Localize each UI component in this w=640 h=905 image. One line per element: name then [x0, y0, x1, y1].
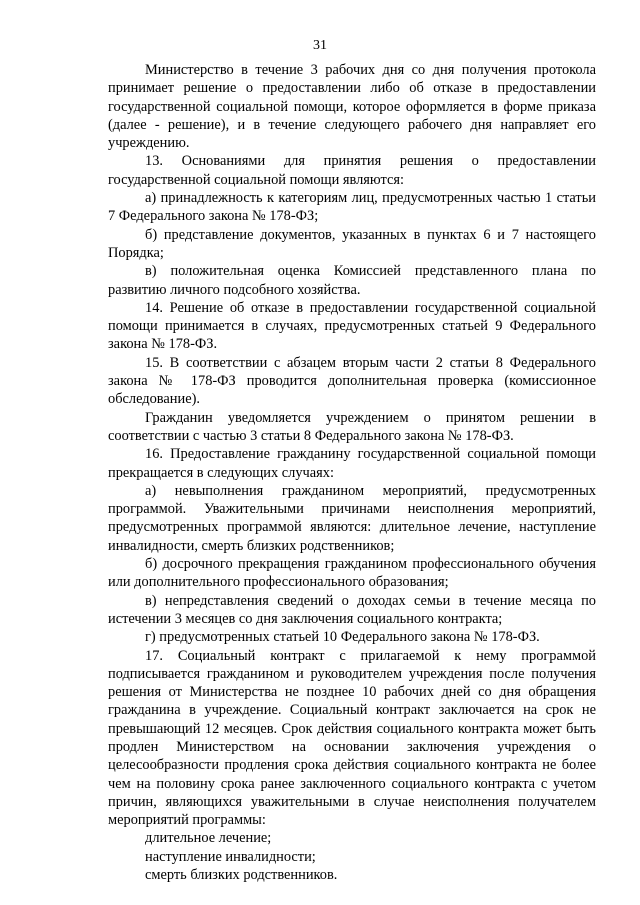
paragraph: 16. Предоставление гражданину государственной социальной помощи прекращается в следующих случаях:: [108, 446, 596, 481]
paragraph: Министерство в течение 3 рабочих дня со дня получения протокола принимает решение о предоставлении либо об отказе в предоставлении государственной социальной помощи, которое оформляется в форме приказа (далее - решение), и в течение следующего рабочего дня направляет его учреждению.: [108, 62, 596, 152]
paragraph: б) представление документов, указанных в пунктах 6 и 7 настоящего Порядка;: [108, 226, 596, 261]
paragraph: б) досрочного прекращения гражданином профессионального обучения или дополнительного профессионального образования;: [108, 556, 596, 591]
paragraph: в) положительная оценка Комиссией представленного плана по развитию личного подсобного хозяйства.: [108, 263, 596, 298]
paragraph: 15. В соответствии с абзацем вторым части 2 статьи 8 Федерального закона № 178-ФЗ проводится дополнительная проверка (комиссионное обследование).: [108, 354, 596, 408]
paragraph: 14. Решение об отказе в предоставлении государственной социальной помощи принимается в случаях, предусмотренных статьей 9 Федерального закона № 178-ФЗ.: [108, 299, 596, 353]
paragraph: в) непредставления сведений о доходах семьи в течение месяца по истечении 3 месяцев со дня заключения социального контракта;: [108, 592, 596, 627]
paragraph: а) принадлежность к категориям лиц, предусмотренных частью 1 статьи 7 Федерального закона № 178-ФЗ;: [108, 190, 596, 225]
list-item: смерть близких родственников.: [145, 867, 338, 884]
paragraph: 17. Социальный контракт с прилагаемой к нему программой подписывается гражданином и руководителем учреждения после получения решения от Министерства не позднее 10 рабочих дней со дня обращения гражданина в учреждение. Социальный контракт заключается на срок не превышающий 12 месяцев. Срок действия социального контракта может быть продлен Министерством на основании заключения учреждения о целесообразности продления срока действия социального контракта не более чем на половину срока ранее заключенного социального контракта с учетом причин, являющихся уважительными в случае неисполнения получателем мероприятий программы:: [108, 647, 596, 829]
paragraph: Гражданин уведомляется учреждением о принятом решении в соответствии с частью 3 статьи 8 Федерального закона № 178-ФЗ.: [108, 409, 596, 444]
paragraph: г) предусмотренных статьей 10 Федерального закона № 178-ФЗ.: [145, 629, 540, 646]
list-item: длительное лечение;: [145, 830, 272, 847]
paragraph: а) невыполнения гражданином мероприятий, предусмотренных программой. Уважительными причинами неисполнения мероприятий, предусмотренных программой являются: длительное лечение, наступление инвалидности, смерть близких родственников;: [108, 482, 596, 554]
paragraph: 13. Основаниями для принятия решения о предоставлении государственной социальной помощи являются:: [108, 153, 596, 188]
document-body: [108, 61, 596, 884]
list-item: наступление инвалидности;: [145, 848, 316, 865]
page-number: 31: [313, 38, 327, 53]
